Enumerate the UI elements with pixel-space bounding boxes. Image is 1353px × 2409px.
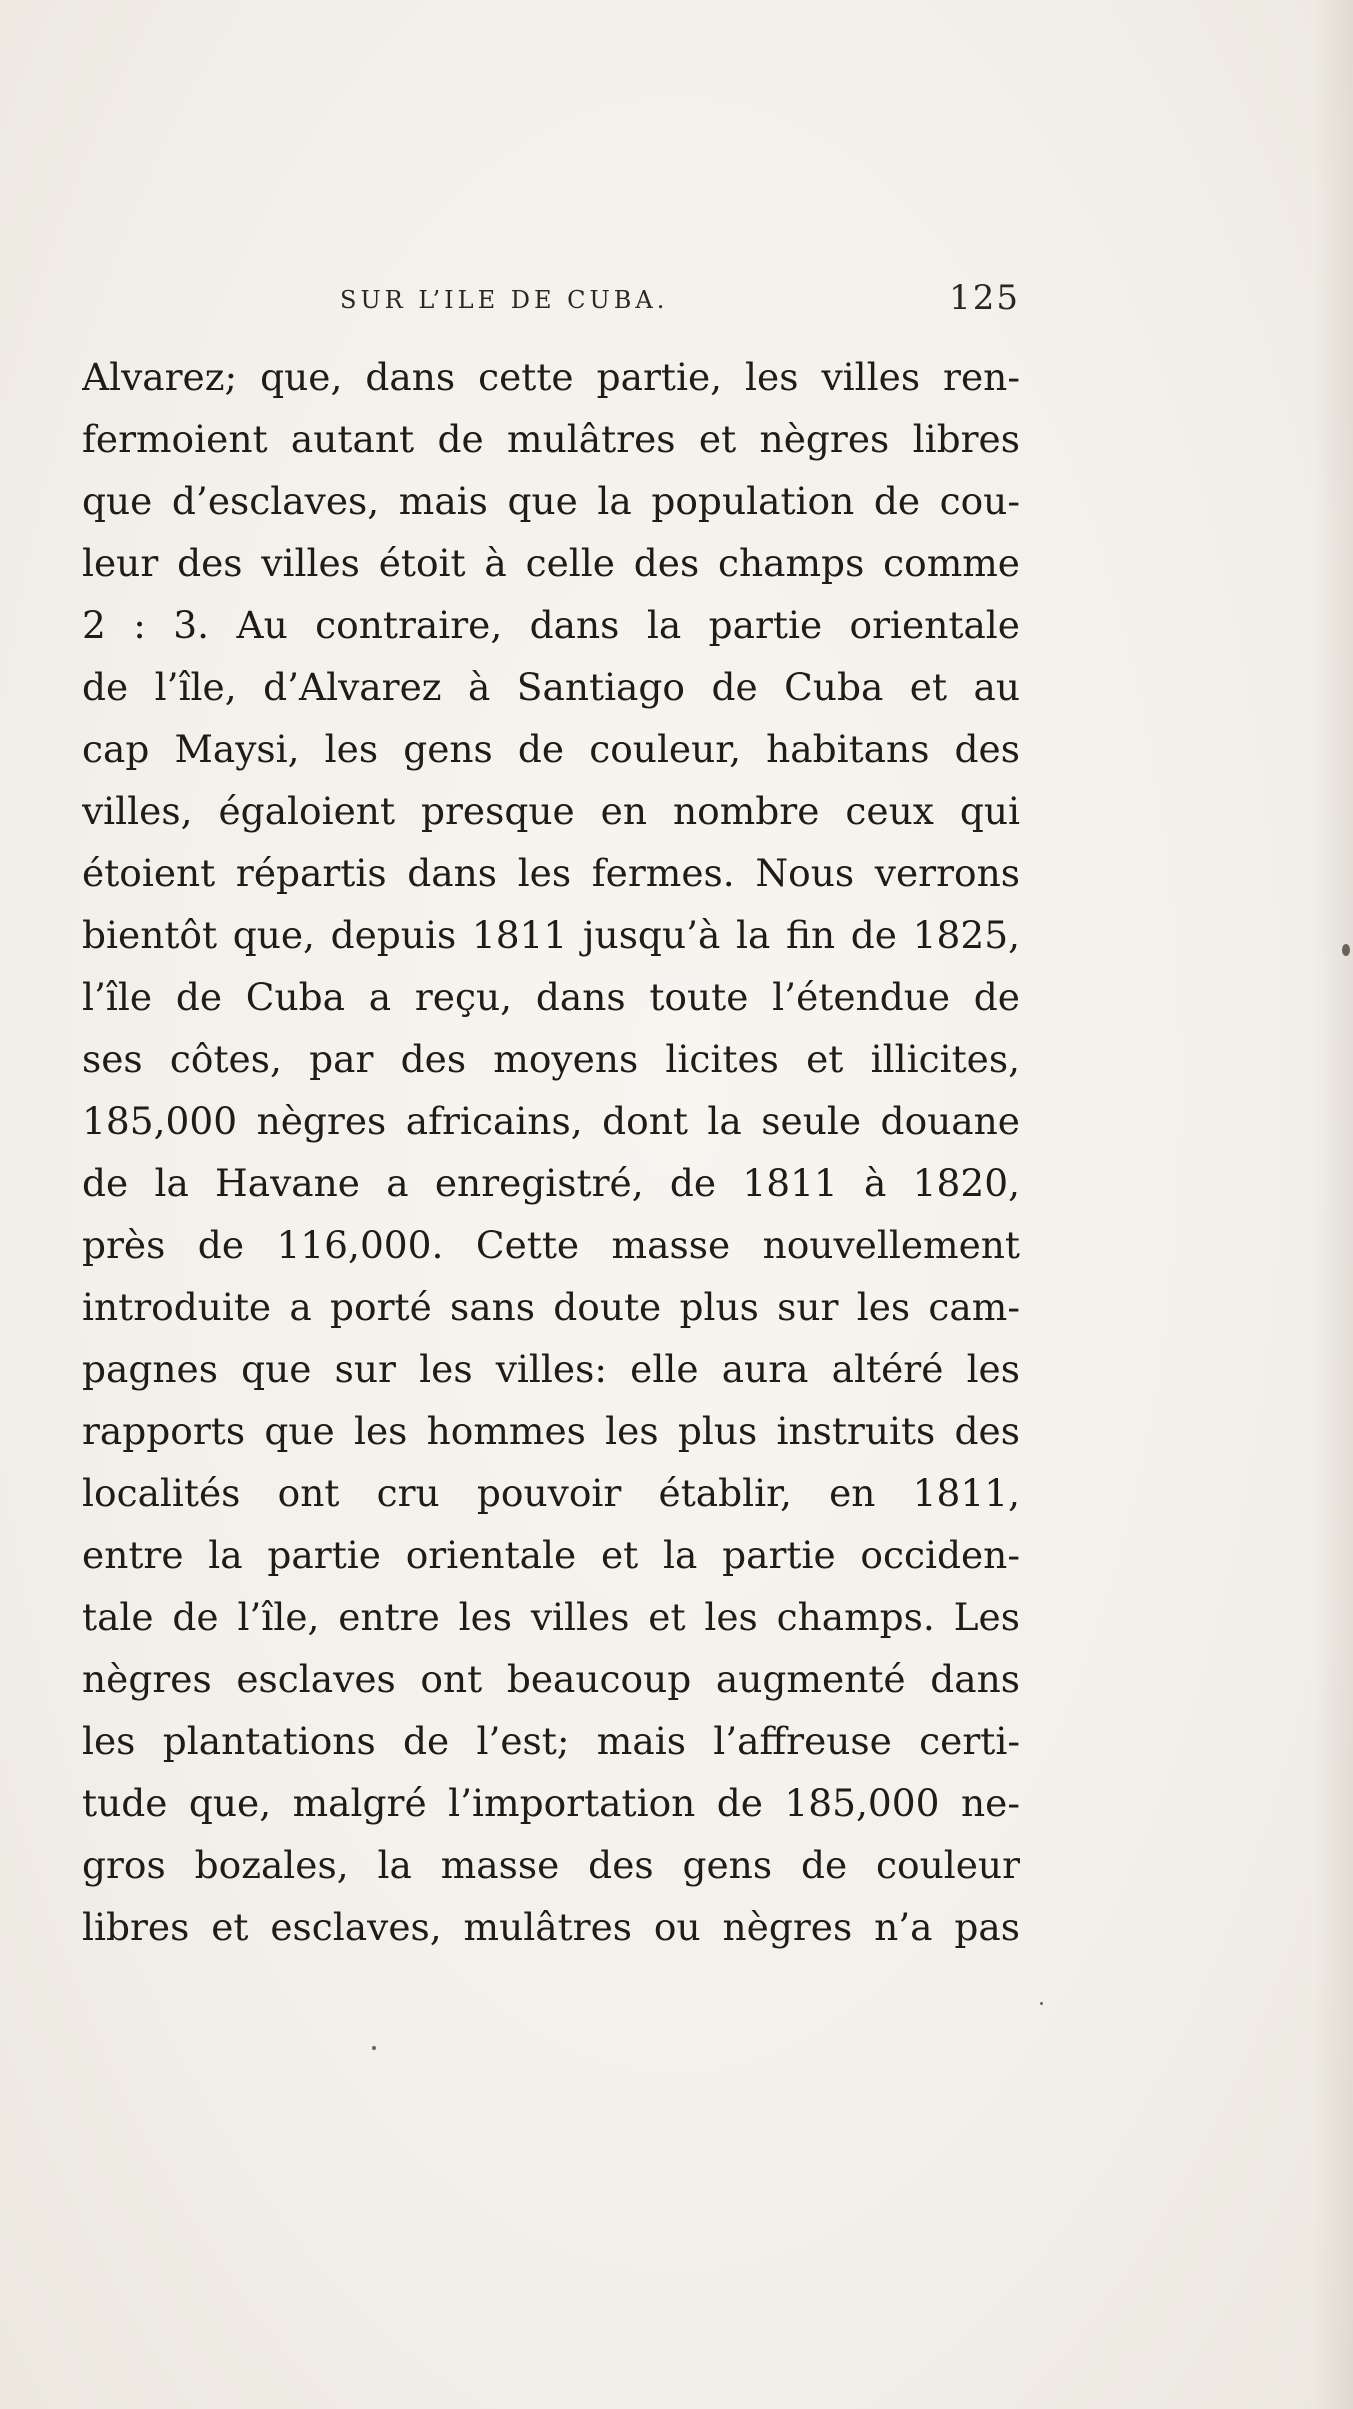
text-line: tale de l’île, entre les villes et les champs. Les (82, 1595, 1020, 1639)
running-title: SUR L’ILE DE CUBA. (340, 286, 669, 314)
text-line: cap Maysi, les gens de couleur, habitans des (82, 727, 1020, 771)
text-line: Alvarez; que, dans cette partie, les villes ren- (82, 355, 1020, 399)
text-line: fermoient autant de mulâtres et nègres libres (82, 417, 1020, 461)
text-line: 185,000 nègres africains, dont la seule douane (82, 1099, 1020, 1143)
text-line: de la Havane a enregistré, de 1811 à 1820, (82, 1161, 1020, 1205)
text-line: de l’île, d’Alvarez à Santiago de Cuba et au (82, 665, 1020, 709)
page-number: 125 (949, 278, 1020, 318)
text-line: l’île de Cuba a reçu, dans toute l’étendue de (82, 975, 1020, 1019)
text-line: introduite a porté sans doute plus sur les cam- (82, 1285, 1020, 1329)
paper-speck (1342, 944, 1350, 956)
text-line: villes, égaloient presque en nombre ceux qui (82, 789, 1020, 833)
text-line: tude que, malgré l’importation de 185,000 ne- (82, 1781, 1020, 1825)
text-line: leur des villes étoit à celle des champs comme (82, 541, 1020, 585)
text-line: nègres esclaves ont beaucoup augmenté dans (82, 1657, 1020, 1701)
text-line: que d’esclaves, mais que la population de cou- (82, 479, 1020, 523)
text-line: 2 : 3. Au contraire, dans la partie orientale (82, 603, 1020, 647)
text-line: pagnes que sur les villes: elle aura altéré les (82, 1347, 1020, 1391)
text-line: les plantations de l’est; mais l’affreuse certi- (82, 1719, 1020, 1763)
text-line: près de 116,000. Cette masse nouvellement (82, 1223, 1020, 1267)
body-text (82, 346, 1020, 1958)
paper-speck (1040, 2002, 1043, 2005)
paper-speck (372, 2046, 376, 2050)
text-line: gros bozales, la masse des gens de couleur (82, 1843, 1020, 1887)
running-head (82, 278, 1020, 326)
text-line: libres et esclaves, mulâtres ou nègres n’a pas (82, 1905, 1020, 1949)
text-line: entre la partie orientale et la partie occiden- (82, 1533, 1020, 1577)
text-line: ses côtes, par des moyens licites et illicites, (82, 1037, 1020, 1081)
text-line: étoient répartis dans les fermes. Nous verrons (82, 851, 1020, 895)
page-edge-shadow (1313, 0, 1353, 2409)
text-line: rapports que les hommes les plus instruits des (82, 1409, 1020, 1453)
text-line: bientôt que, depuis 1811 jusqu’à la fin de 1825, (82, 913, 1020, 957)
text-line: localités ont cru pouvoir établir, en 1811, (82, 1471, 1020, 1515)
